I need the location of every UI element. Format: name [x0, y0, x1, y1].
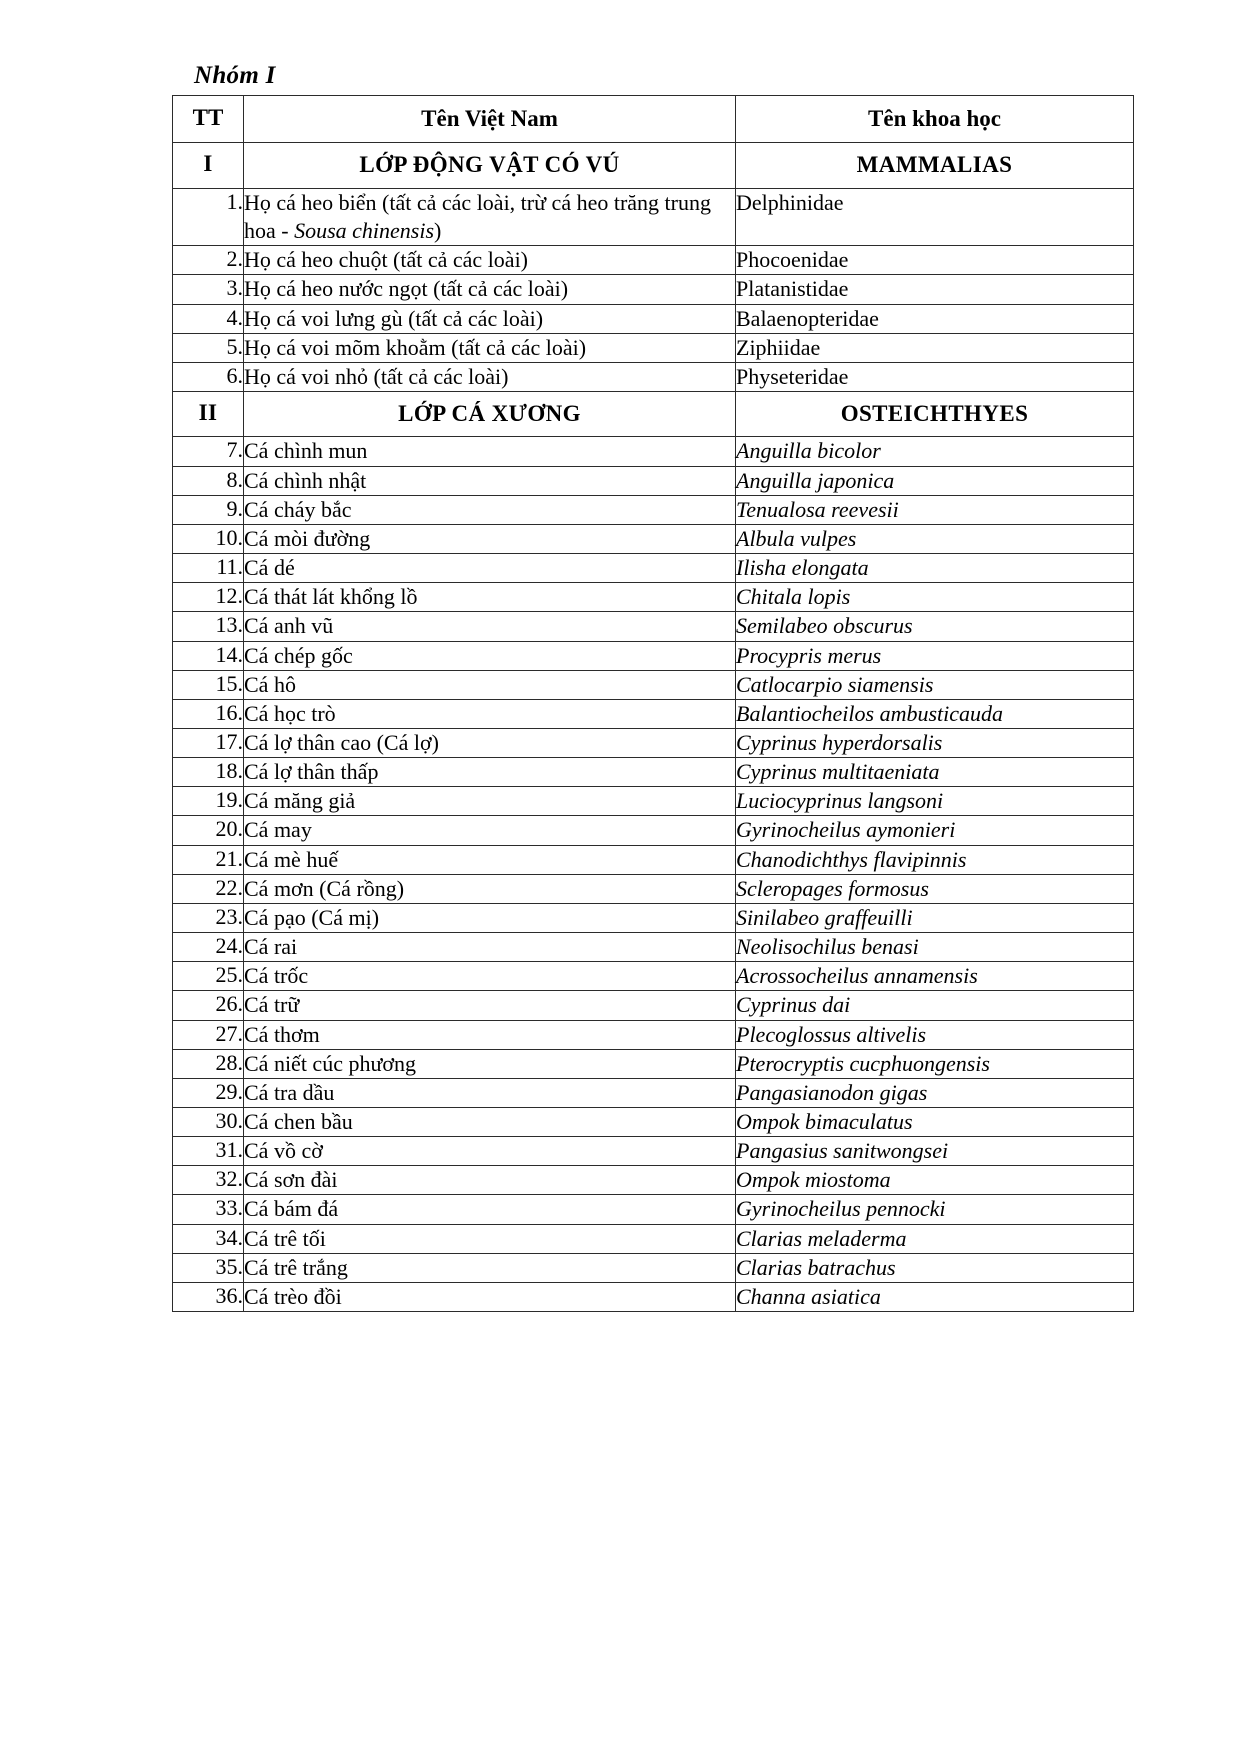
table-row: [173, 437, 1134, 466]
scientific-name: Plecoglossus altivelis: [736, 1020, 1134, 1049]
scientific-name: Ompok miostoma: [736, 1166, 1134, 1195]
scientific-name: Anguilla bicolor: [736, 437, 1134, 466]
table-row: [173, 333, 1134, 362]
class-section-scientific-name: OSTEICHTHYES: [736, 391, 1134, 436]
vietnamese-name: Họ cá voi mõm khoằm (tất cả các loài): [244, 333, 736, 362]
vietnamese-name: Cá trê trắng: [244, 1253, 736, 1282]
vietnamese-name: Cá trê tối: [244, 1224, 736, 1253]
vietnamese-name: Cá dé: [244, 554, 736, 583]
scientific-name: Ziphiidae: [736, 333, 1134, 362]
row-number: 18.: [173, 758, 244, 787]
column-header-vietnamese_name: Tên Việt Nam: [244, 96, 736, 143]
vietnamese-name: Cá chen bầu: [244, 1108, 736, 1137]
scientific-name: Catlocarpio siamensis: [736, 670, 1134, 699]
table-row: [173, 1049, 1134, 1078]
row-number: 5.: [173, 333, 244, 362]
row-number: 33.: [173, 1195, 244, 1224]
vietnamese-name: Cá chình nhật: [244, 466, 736, 495]
vietnamese-name: Cá thơm: [244, 1020, 736, 1049]
scientific-name: Albula vulpes: [736, 524, 1134, 553]
scientific-name: Delphinidae: [736, 188, 1134, 245]
row-number: 20.: [173, 816, 244, 845]
table-row: [173, 583, 1134, 612]
scientific-name: Luciocyprinus langsoni: [736, 787, 1134, 816]
table-row: [173, 1166, 1134, 1195]
row-number: 7.: [173, 437, 244, 466]
scientific-name: Pangasianodon gigas: [736, 1078, 1134, 1107]
table-row: [173, 188, 1134, 245]
table-row: [173, 933, 1134, 962]
vietnamese-name: Cá măng giả: [244, 787, 736, 816]
row-number: 30.: [173, 1108, 244, 1137]
table-row: [173, 991, 1134, 1020]
table-row: [173, 495, 1134, 524]
vietnamese-name: Cá trốc: [244, 962, 736, 991]
vietnamese-name: Cá chình mun: [244, 437, 736, 466]
table-row: [173, 845, 1134, 874]
row-number: 25.: [173, 962, 244, 991]
class-section-row: [173, 143, 1134, 188]
vietnamese-name: Cá cháy bắc: [244, 495, 736, 524]
column-header-scientific_name: Tên khoa học: [736, 96, 1134, 143]
row-number: 14.: [173, 641, 244, 670]
scientific-name: Physeteridae: [736, 362, 1134, 391]
row-number: 36.: [173, 1282, 244, 1311]
row-number: 10.: [173, 524, 244, 553]
scientific-name: Clarias meladerma: [736, 1224, 1134, 1253]
vietnamese-name: Cá sơn đài: [244, 1166, 736, 1195]
row-number: 24.: [173, 933, 244, 962]
table-row: [173, 758, 1134, 787]
class-section-vietnamese-name: LỚP CÁ XƯƠNG: [244, 391, 736, 436]
class-section-row: [173, 391, 1134, 436]
table-row: [173, 1282, 1134, 1311]
vietnamese-name: Cá hô: [244, 670, 736, 699]
vietnamese-name-tail: ): [434, 218, 442, 244]
row-number: 2.: [173, 246, 244, 275]
scientific-name: Pterocryptis cucphuongensis: [736, 1049, 1134, 1078]
scientific-name: Ompok bimaculatus: [736, 1108, 1134, 1137]
vietnamese-name: Cá mơn (Cá rồng): [244, 874, 736, 903]
table-row: [173, 903, 1134, 932]
scientific-name: Ilisha elongata: [736, 554, 1134, 583]
vietnamese-name: Cá lợ thân cao (Cá lợ): [244, 728, 736, 757]
row-number: 34.: [173, 1224, 244, 1253]
table-row: [173, 962, 1134, 991]
vietnamese-name: Cá may: [244, 816, 736, 845]
table-row: [173, 1137, 1134, 1166]
row-number: 17.: [173, 728, 244, 757]
vietnamese-name: Cá chép gốc: [244, 641, 736, 670]
table-row: [173, 1020, 1134, 1049]
row-number: 12.: [173, 583, 244, 612]
vietnamese-name: Cá trữ: [244, 991, 736, 1020]
vietnamese-name: Họ cá heo chuột (tất cả các loài): [244, 246, 736, 275]
table-header-row: [173, 96, 1134, 143]
table-row: [173, 304, 1134, 333]
table-row: [173, 554, 1134, 583]
table-row: [173, 524, 1134, 553]
row-number: 1.: [173, 188, 244, 245]
table-row: [173, 1078, 1134, 1107]
class-section-scientific-name: MAMMALIAS: [736, 143, 1134, 188]
row-number: 9.: [173, 495, 244, 524]
scientific-name: Semilabeo obscurus: [736, 612, 1134, 641]
table-row: [173, 466, 1134, 495]
scientific-name: Chanodichthys flavipinnis: [736, 845, 1134, 874]
vietnamese-name: Cá pạo (Cá mị): [244, 903, 736, 932]
row-number: 4.: [173, 304, 244, 333]
column-header-tt: TT: [173, 96, 244, 143]
vietnamese-name: Cá thát lát khổng lồ: [244, 583, 736, 612]
vietnamese-name: Cá học trò: [244, 699, 736, 728]
table-row: [173, 1108, 1134, 1137]
class-section-number: I: [173, 143, 244, 188]
vietnamese-name: Cá lợ thân thấp: [244, 758, 736, 787]
table-row: [173, 816, 1134, 845]
scientific-name: Gyrinocheilus pennocki: [736, 1195, 1134, 1224]
vietnamese-name: Cá mòi đường: [244, 524, 736, 553]
row-number: 31.: [173, 1137, 244, 1166]
class-section-number: II: [173, 391, 244, 436]
vietnamese-name: Họ cá voi nhỏ (tất cả các loài): [244, 362, 736, 391]
scientific-name: Gyrinocheilus aymonieri: [736, 816, 1134, 845]
vietnamese-name: Họ cá heo nước ngọt (tất cả các loài): [244, 275, 736, 304]
table-row: [173, 1253, 1134, 1282]
table-row: [173, 874, 1134, 903]
scientific-name: Chitala lopis: [736, 583, 1134, 612]
row-number: 21.: [173, 845, 244, 874]
scientific-name: Cyprinus dai: [736, 991, 1134, 1020]
scientific-name: Anguilla japonica: [736, 466, 1134, 495]
table-row: [173, 1224, 1134, 1253]
table-row: [173, 275, 1134, 304]
row-number: 29.: [173, 1078, 244, 1107]
vietnamese-name: Cá vồ cờ: [244, 1137, 736, 1166]
row-number: 32.: [173, 1166, 244, 1195]
row-number: 3.: [173, 275, 244, 304]
vietnamese-name: Cá rai: [244, 933, 736, 962]
scientific-name: Pangasius sanitwongsei: [736, 1137, 1134, 1166]
scientific-name: Phocoenidae: [736, 246, 1134, 275]
scientific-name: Procypris merus: [736, 641, 1134, 670]
scientific-name: Sinilabeo graffeuilli: [736, 903, 1134, 932]
scientific-name: Cyprinus multitaeniata: [736, 758, 1134, 787]
row-number: 27.: [173, 1020, 244, 1049]
scientific-name: Balaenopteridae: [736, 304, 1134, 333]
vietnamese-name: Cá anh vũ: [244, 612, 736, 641]
row-number: 19.: [173, 787, 244, 816]
vietnamese-name: Cá tra dầu: [244, 1078, 736, 1107]
scientific-name: Balantiocheilos ambusticauda: [736, 699, 1134, 728]
scientific-name: Scleropages formosus: [736, 874, 1134, 903]
row-number: 22.: [173, 874, 244, 903]
scientific-name: Tenualosa reevesii: [736, 495, 1134, 524]
row-number: 28.: [173, 1049, 244, 1078]
vietnamese-name: [244, 188, 736, 245]
scientific-name: Cyprinus hyperdorsalis: [736, 728, 1134, 757]
table-row: [173, 362, 1134, 391]
row-number: 11.: [173, 554, 244, 583]
row-number: 8.: [173, 466, 244, 495]
table-row: [173, 1195, 1134, 1224]
row-number: 26.: [173, 991, 244, 1020]
scientific-name: Acrossocheilus annamensis: [736, 962, 1134, 991]
vietnamese-name: Cá trèo đồi: [244, 1282, 736, 1311]
row-number: 13.: [173, 612, 244, 641]
table-row: [173, 246, 1134, 275]
table-row: [173, 728, 1134, 757]
class-section-vietnamese-name: LỚP ĐỘNG VẬT CÓ VÚ: [244, 143, 736, 188]
row-number: 23.: [173, 903, 244, 932]
scientific-name: Platanistidae: [736, 275, 1134, 304]
vietnamese-name: Họ cá voi lưng gù (tất cả các loài): [244, 304, 736, 333]
table-row: [173, 612, 1134, 641]
vietnamese-name-italic-species: Sousa chinensis: [294, 218, 435, 244]
row-number: 35.: [173, 1253, 244, 1282]
vietnamese-name: Cá niết cúc phương: [244, 1049, 736, 1078]
row-number: 16.: [173, 699, 244, 728]
table-row: [173, 787, 1134, 816]
row-number: 6.: [173, 362, 244, 391]
page-title: Nhóm I: [194, 62, 276, 89]
table-row: [173, 670, 1134, 699]
protected-species-table: [172, 95, 1134, 1312]
row-number: 15.: [173, 670, 244, 699]
table-row: [173, 699, 1134, 728]
table-row: [173, 641, 1134, 670]
vietnamese-name: Cá mè huế: [244, 845, 736, 874]
scientific-name: Clarias batrachus: [736, 1253, 1134, 1282]
scientific-name: Channa asiatica: [736, 1282, 1134, 1311]
vietnamese-name: Cá bám đá: [244, 1195, 736, 1224]
scientific-name: Neolisochilus benasi: [736, 933, 1134, 962]
vietnamese-name-text: Họ cá heo biển (tất cả các loài, trừ cá heo trăng trung hoa -: [244, 189, 711, 244]
